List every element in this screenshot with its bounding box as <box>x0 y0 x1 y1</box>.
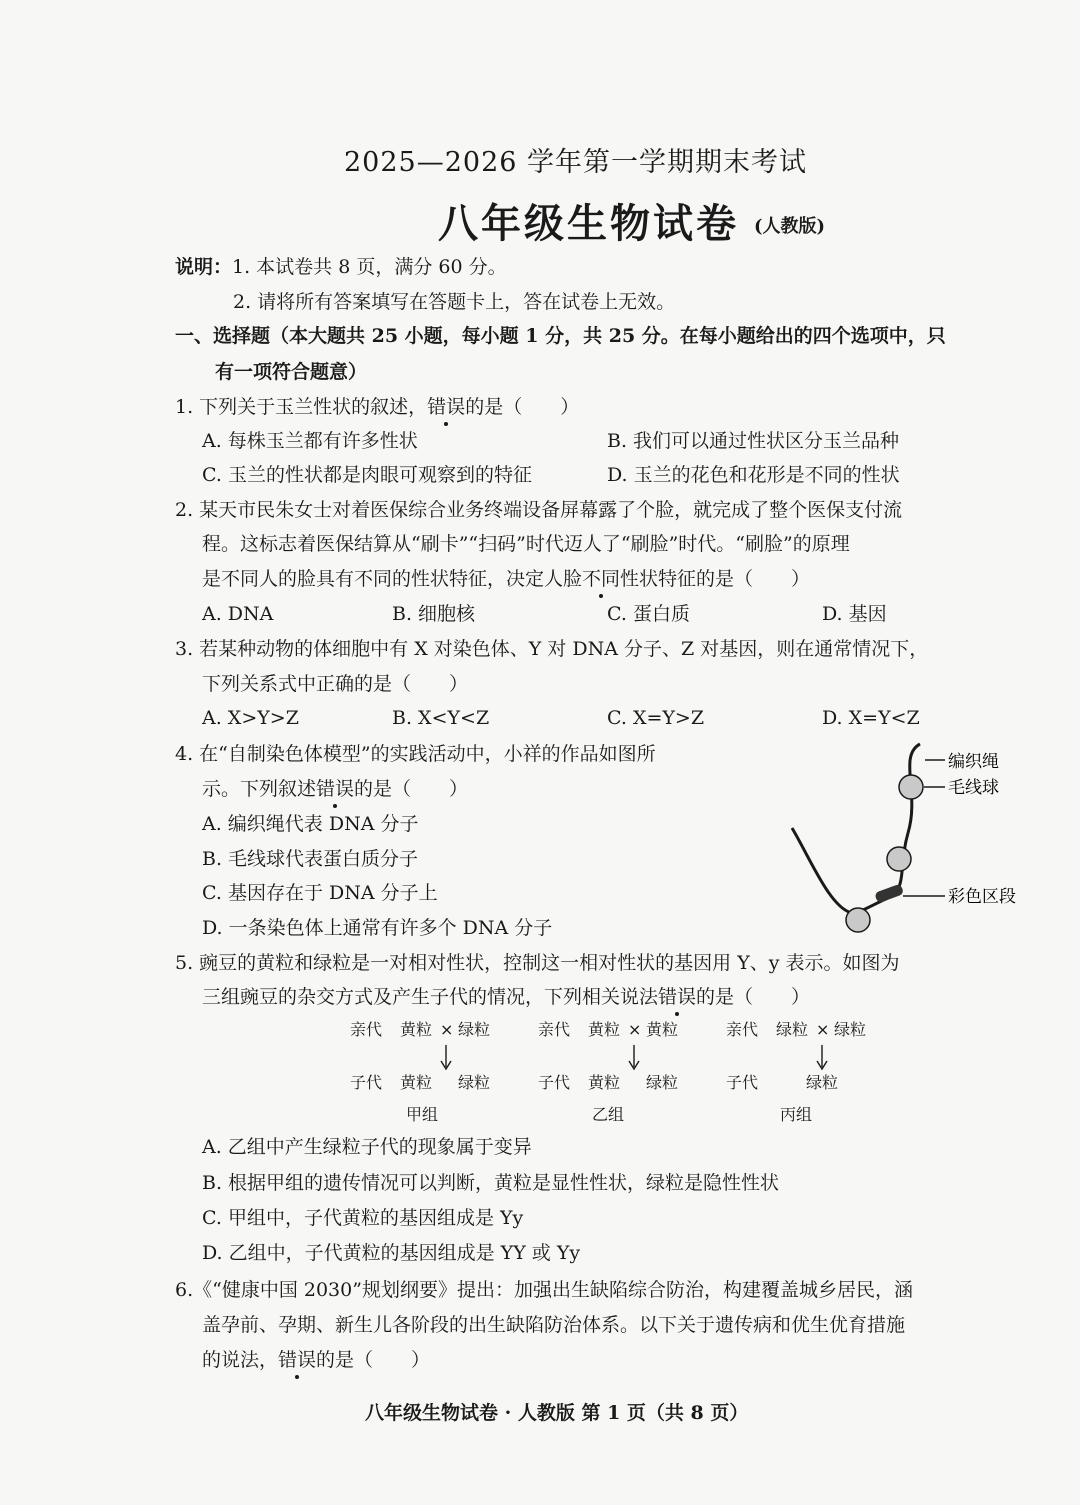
jia-parent-2: 绿粒 <box>458 1020 491 1039</box>
question-2-line-1: 2. 某天市民朱女士对着医保综合业务终端设备屏幕露了个脸，就完成了整个医保支付流 <box>175 499 903 521</box>
bing-parent-2: 绿粒 <box>834 1020 867 1039</box>
q2-option-b: B. 细胞核 <box>392 603 476 625</box>
yarn-ball-1 <box>899 775 923 799</box>
question-6-line-3: 的说法，错误的是（ ） <box>202 1349 431 1371</box>
q1-option-d: D. 玉兰的花色和花形是不同的性状 <box>607 464 900 486</box>
label-rope: 编织绳 <box>948 752 999 772</box>
q1-option-c: C. 玉兰的性状都是肉眼可观察到的特征 <box>202 464 532 486</box>
pea-cross-diagram <box>340 1015 900 1130</box>
label-yarn-ball: 毛线球 <box>948 778 999 798</box>
colored-segment <box>874 884 904 904</box>
question-3-line-1: 3. 若某种动物的体细胞中有 X 对染色体、Y 对 DNA 分子、Z 对基因，则在通常情况下， <box>175 638 929 660</box>
q4-option-a: A. 编织绳代表 DNA 分子 <box>202 813 419 835</box>
emphasis-mark: 不同 <box>582 568 621 590</box>
instructions <box>175 258 507 277</box>
emphasis-mark: 错误 <box>658 986 697 1008</box>
instruction-item-2: 2. 请将所有答案填写在答题卡上，答在试卷上无效。 <box>233 291 676 313</box>
exam-title: 八年级生物试卷 <box>438 200 739 247</box>
question-1-stem: 1. 下列关于玉兰性状的叙述，错误的是（ ） <box>175 396 580 418</box>
bing-parent-label: 亲代 <box>726 1020 759 1039</box>
question-2-line-2: 程。这标志着医保结算从“刷卡”“扫码”时代迈人了“刷脸”时代。“刷脸”的原理 <box>202 533 850 555</box>
q5-option-b: B. 根据甲组的遗传情况可以判断，黄粒是显性性状，绿粒是隐性性状 <box>202 1172 780 1194</box>
jia-offspring-1: 黄粒 <box>400 1073 433 1092</box>
yi-group-name: 乙组 <box>592 1105 625 1124</box>
jia-parent-label: 亲代 <box>350 1020 383 1039</box>
jia-parent-1: 黄粒 <box>400 1020 433 1039</box>
yi-offspring-1: 黄粒 <box>588 1073 621 1092</box>
yi-parent-2: 黄粒 <box>646 1020 679 1039</box>
jia-offspring-label: 子代 <box>350 1073 383 1092</box>
q4-option-c: C. 基因存在于 DNA 分子上 <box>202 882 438 904</box>
yi-cross-symbol: × <box>628 1020 642 1039</box>
question-2-line-3: 是不同人的脸具有不同的性状特征，决定人脸不同性状特征的是（ ） <box>202 568 811 590</box>
question-4-line-2: 示。下列叙述错误的是（ ） <box>202 778 469 800</box>
section-heading-cont: 有一项符合题意） <box>215 361 368 383</box>
question-6-line-2: 盖孕前、孕期、新生儿各阶段的出生缺陷防治体系。以下关于遗传病和优生优育措施 <box>202 1314 906 1336</box>
q3-option-a: A. X>Y>Z <box>202 707 299 729</box>
yi-offspring-label: 子代 <box>538 1073 571 1092</box>
q2-option-c: C. 蛋白质 <box>607 603 690 625</box>
q3-option-d: D. X=Y<Z <box>822 707 920 729</box>
q1-option-b: B. 我们可以通过性状区分玉兰品种 <box>607 430 900 452</box>
question-5-line-1: 5. 豌豆的黄粒和绿粒是一对相对性状，控制这一相对性状的基因用 Y、y 表示。如图为 <box>175 952 900 974</box>
q5-option-d: D. 乙组中，子代黄粒的基因组成是 YY 或 Yy <box>202 1242 581 1264</box>
emphasis-mark: 错误 <box>427 396 466 418</box>
yi-parent-label: 亲代 <box>538 1020 571 1039</box>
q4-option-d: D. 一条染色体上通常有许多个 DNA 分子 <box>202 917 553 939</box>
yarn-ball-3 <box>846 908 870 932</box>
question-5-line-2: 三组豌豆的杂交方式及产生子代的情况，下列相关说法错误的是（ ） <box>202 986 811 1008</box>
question-4-line-1: 4. 在“自制染色体模型”的实践活动中，小祥的作品如图所 <box>175 743 656 765</box>
bing-group-name: 丙组 <box>780 1105 813 1124</box>
yarn-ball-2 <box>887 847 911 871</box>
bing-parent-1: 绿粒 <box>776 1020 809 1039</box>
q2-option-a: A. DNA <box>202 603 274 625</box>
q5-option-c: C. 甲组中，子代黄粒的基因组成是 Yy <box>202 1207 524 1229</box>
exam-title-line1: 2025—2026 学年第一学期期末考试 <box>344 147 808 178</box>
chromosome-model-figure <box>780 738 1040 943</box>
jia-cross-symbol: × <box>440 1020 454 1039</box>
q4-option-b: B. 毛线球代表蛋白质分子 <box>202 848 419 870</box>
label-colored-segment: 彩色区段 <box>948 887 1016 907</box>
q3-option-b: B. X<Y<Z <box>392 707 490 729</box>
emphasis-mark: 错误 <box>278 1349 317 1371</box>
q1-option-a: A. 每株玉兰都有许多性状 <box>202 430 418 452</box>
q5-option-a: A. 乙组中产生绿粒子代的现象属于变异 <box>202 1136 532 1158</box>
bing-offspring-label: 子代 <box>726 1073 759 1092</box>
jia-offspring-2: 绿粒 <box>458 1073 491 1092</box>
page-footer: 八年级生物试卷 · 人教版 第 1 页（共 8 页） <box>365 1402 749 1424</box>
yi-parent-1: 黄粒 <box>588 1020 621 1039</box>
question-6-line-1: 6.《“健康中国 2030”规划纲要》提出：加强出生缺陷综合防治，构建覆盖城乡居民，涵 <box>175 1279 913 1301</box>
yi-offspring-2: 绿粒 <box>646 1073 679 1092</box>
instructions-label: 说明： <box>175 256 233 278</box>
question-3-line-2: 下列关系式中正确的是（ ） <box>202 673 469 695</box>
edition-label: (人教版) <box>754 216 826 237</box>
q3-option-c: C. X=Y>Z <box>607 707 705 729</box>
jia-group-name: 甲组 <box>406 1105 439 1124</box>
q2-option-d: D. 基因 <box>822 603 887 625</box>
emphasis-mark: 错误 <box>316 778 355 800</box>
bing-offspring-1: 绿粒 <box>806 1073 839 1092</box>
bing-cross-symbol: × <box>816 1020 830 1039</box>
instruction-item-1: 1. 本试卷共 8 页，满分 60 分。 <box>232 256 507 278</box>
section-heading: 一、选择题（本大题共 25 小题，每小题 1 分，共 25 分。在每小题给出的四个选项中，只 <box>175 325 946 347</box>
